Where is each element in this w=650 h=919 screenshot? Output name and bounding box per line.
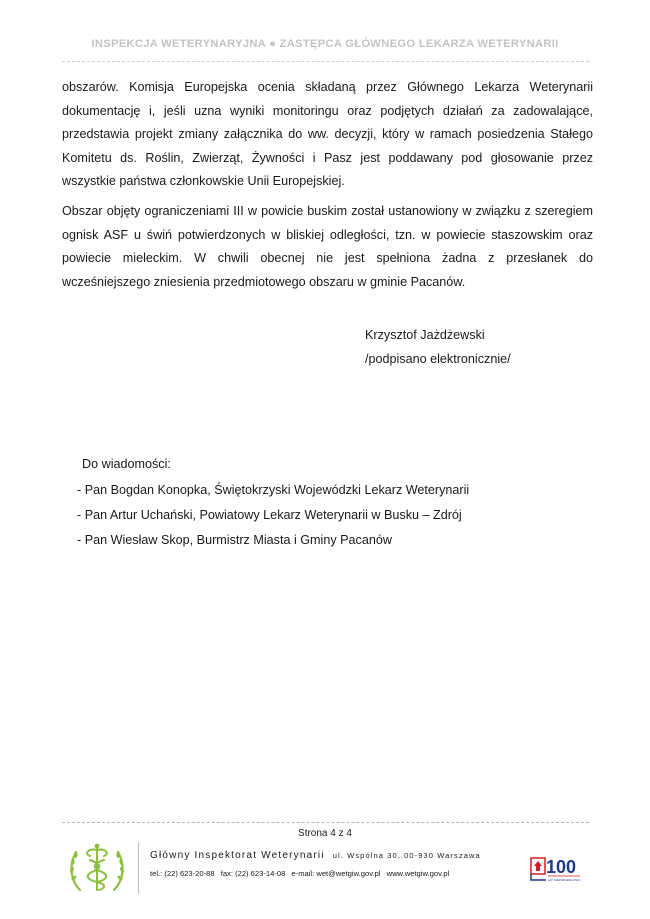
footer-contact [150, 869, 453, 878]
recipient-item: - Pan Artur Uchański, Powiatowy Lekarz Weterynarii w Busku – Zdrój [77, 508, 462, 522]
page-header: INSPEKCJA WETERYNARYJNA ● ZASTĘPCA GŁÓWNEGO LEKARZA WETERYNARII [91, 38, 559, 50]
contact-fax: fax: (22) 623-14-08 [220, 869, 286, 878]
independence-100-badge-icon [530, 852, 584, 884]
contact-email[interactable]: e-mail: wet@wetgiw.gov.pl [291, 869, 381, 878]
body-paragraph-1: obszarów. Komisja Europejska ocenia składaną przez Głównego Lekarza Weterynarii dokumentację i, jeśli uzna wyniki monitoringu oraz podjętych działań za zadowalające, przedstawia projekt zmiany załącznika do ww. decyzji, który w ramach posiedzenia Stałego Komitetu ds. Roślin, Zwierząt, Żywności i Pasz jest poddawany pod głosowanie przez wszystkie państwa członkowskie Unii Europejskiej. [62, 80, 593, 189]
badge-number: 100 [546, 857, 577, 877]
page-number: Strona 4 z 4 [298, 828, 352, 839]
organization-address: ul. Wspólna 30, 00-930 Warszawa [332, 851, 481, 860]
footer-divider [62, 822, 589, 823]
signatory-name: Krzysztof Jażdżewski [365, 328, 485, 342]
contact-phone: tel.: (22) 623-20-88 [150, 869, 215, 878]
footer-vertical-divider [138, 842, 139, 894]
signature-note: /podpisano elektronicznie/ [365, 352, 511, 366]
recipients-block [77, 452, 469, 553]
badge-subtext: LAT NIEPODLEGŁOŚCI [547, 878, 581, 882]
signature-block [365, 323, 511, 371]
footer-organization [150, 850, 481, 861]
recipient-item: - Pan Wiesław Skop, Burmistrz Miasta i Gminy Pacanów [77, 533, 392, 547]
recipient-item: - Pan Bogdan Konopka, Świętokrzyski Wojewódzki Lekarz Weterynarii [77, 483, 470, 497]
contact-website[interactable]: www.wetgiw.gov.pl [386, 869, 450, 878]
organization-name: Główny Inspektorat Weterynarii [150, 850, 325, 861]
recipients-list [77, 478, 469, 553]
body-paragraph-2: Obszar objęty ograniczeniami III w powicie buskim został ustanowiony w związku z szeregiem ognisk ASF u świń potwierdzonych w bliskiej odległości, tzn. w powiecie staszowskim oraz powiecie mieleckim. W chwili obecnej nie jest spełniona żadna z przesłanek do wcześniejszego zniesienia przedmiotowego obszaru w gminie Pacanów. [62, 204, 593, 289]
caduceus-wreath-logo-icon [66, 840, 128, 896]
header-divider [62, 61, 589, 62]
recipients-heading: Do wiadomości: [82, 457, 171, 471]
